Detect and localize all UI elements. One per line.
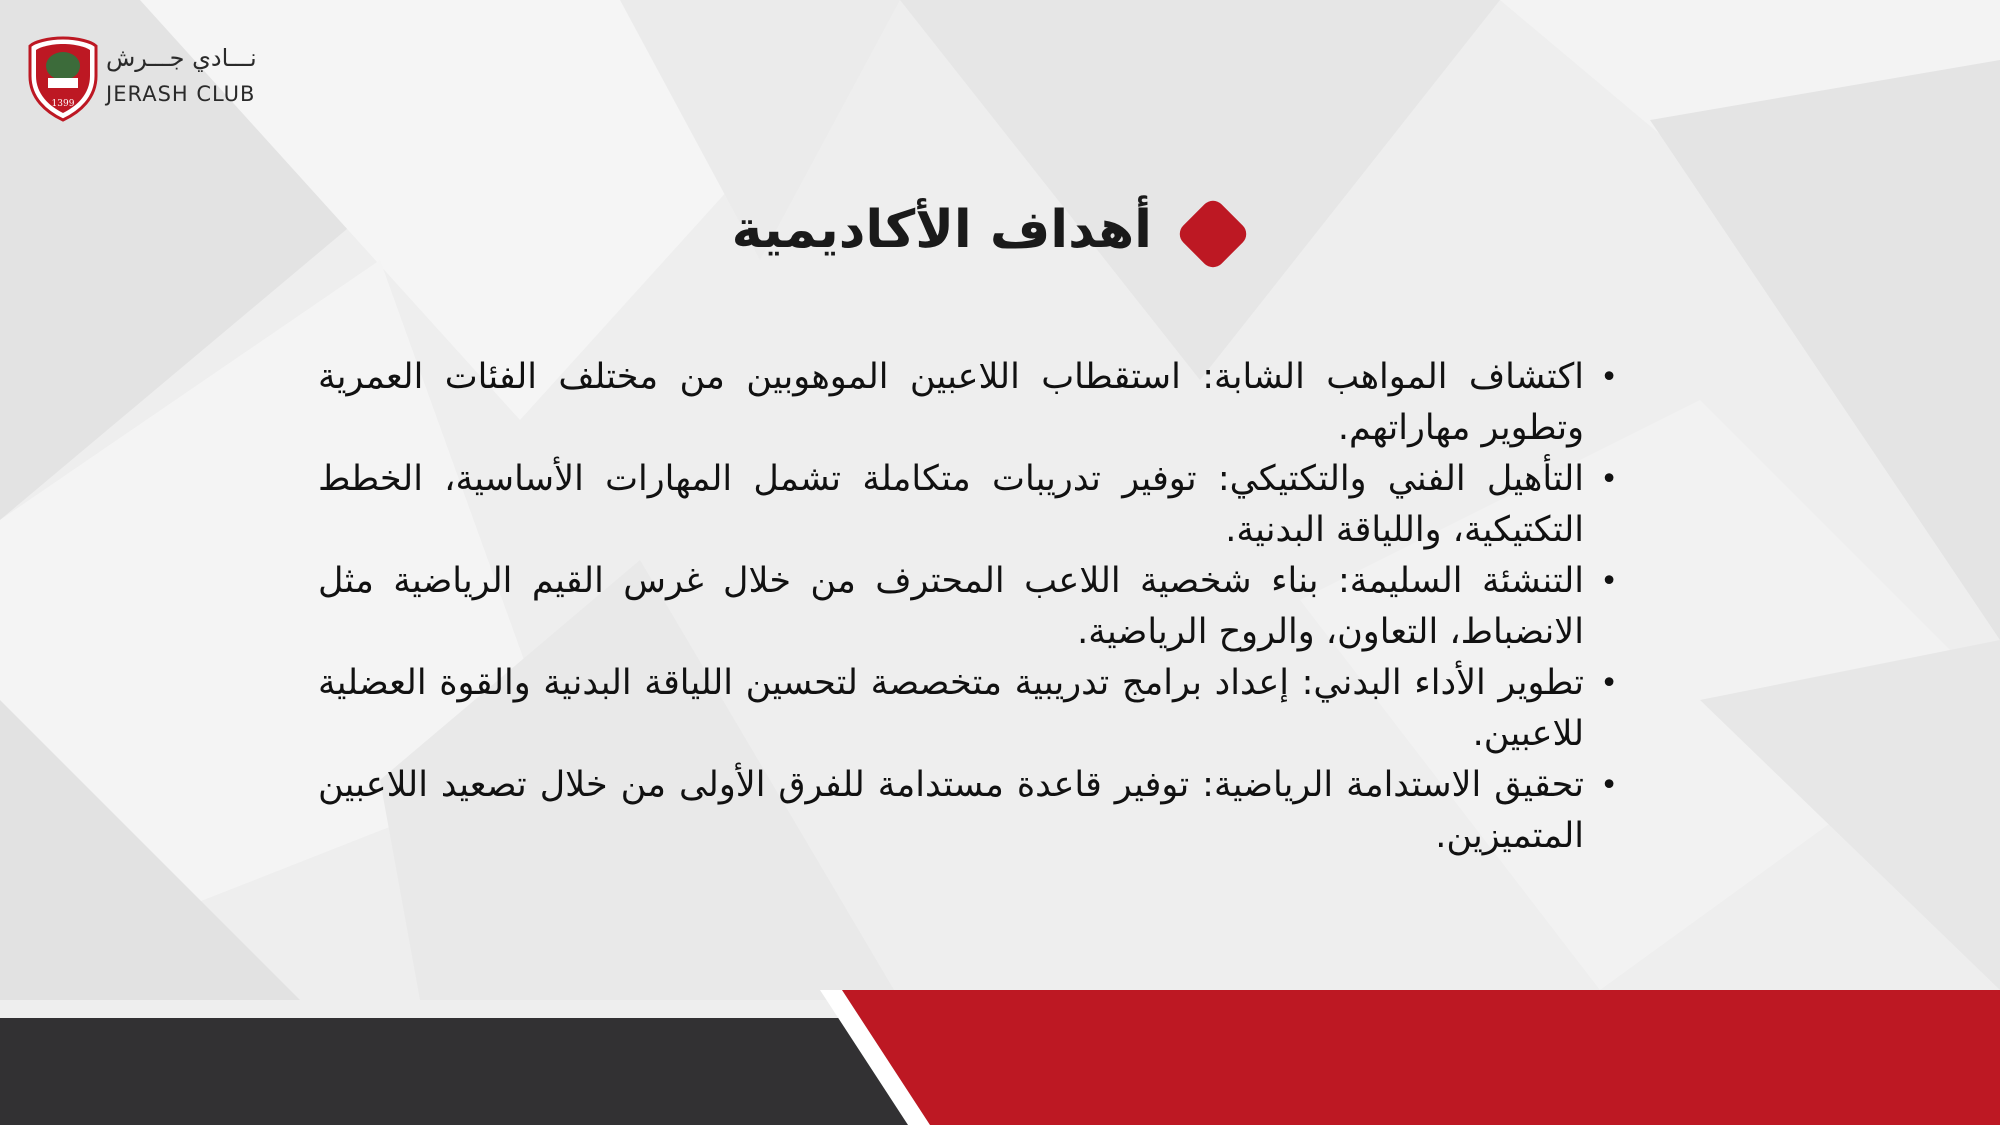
goal-text: التنشئة السليمة: بناء شخصية اللاعب المحترف من خلال غرس القيم الرياضية مثل الانضباط، التعاون، والروح الرياضية. xyxy=(318,561,1584,652)
goal-text: اكتشاف المواهب الشابة: استقطاب اللاعبين الموهوبين من مختلف الفئات العمرية وتطوير مهاراتهم. xyxy=(318,357,1584,448)
goal-item xyxy=(318,556,1618,658)
bullet-icon: • xyxy=(1600,360,1618,395)
club-name-arabic: نـــادي جـــرش xyxy=(106,44,257,72)
bullet-icon: • xyxy=(1600,564,1618,599)
club-logo xyxy=(28,36,288,126)
page-title: أهداف الأكاديمية xyxy=(731,200,1152,260)
diamond-icon xyxy=(1168,189,1258,279)
club-name-english: JERASH CLUB xyxy=(106,82,256,106)
dark-band xyxy=(0,1018,918,1125)
goal-text: التأهيل الفني والتكتيكي: توفير تدريبات متكاملة تشمل المهارات الأساسية، الخطط التكتيكية، واللياقة البدنية. xyxy=(318,459,1584,550)
bullet-icon: • xyxy=(1600,768,1618,803)
goal-text: تطوير الأداء البدني: إعداد برامج تدريبية متخصصة لتحسين اللياقة البدنية والقوة العضلية للاعبين. xyxy=(318,663,1584,754)
red-band xyxy=(842,990,2000,1125)
goal-item xyxy=(318,658,1618,760)
footer-bands xyxy=(0,980,2000,1125)
bullet-icon: • xyxy=(1600,462,1618,497)
goal-item xyxy=(318,760,1618,862)
goal-item xyxy=(318,352,1618,454)
crest-year: 1399 xyxy=(51,99,75,109)
shield-crest-icon xyxy=(28,36,98,122)
goals-list xyxy=(318,352,1618,862)
goal-item xyxy=(318,454,1618,556)
bullet-icon: • xyxy=(1600,666,1618,701)
goal-text: تحقيق الاستدامة الرياضية: توفير قاعدة مستدامة للفرق الأولى من خلال تصعيد اللاعبين المتميزين. xyxy=(318,765,1584,856)
